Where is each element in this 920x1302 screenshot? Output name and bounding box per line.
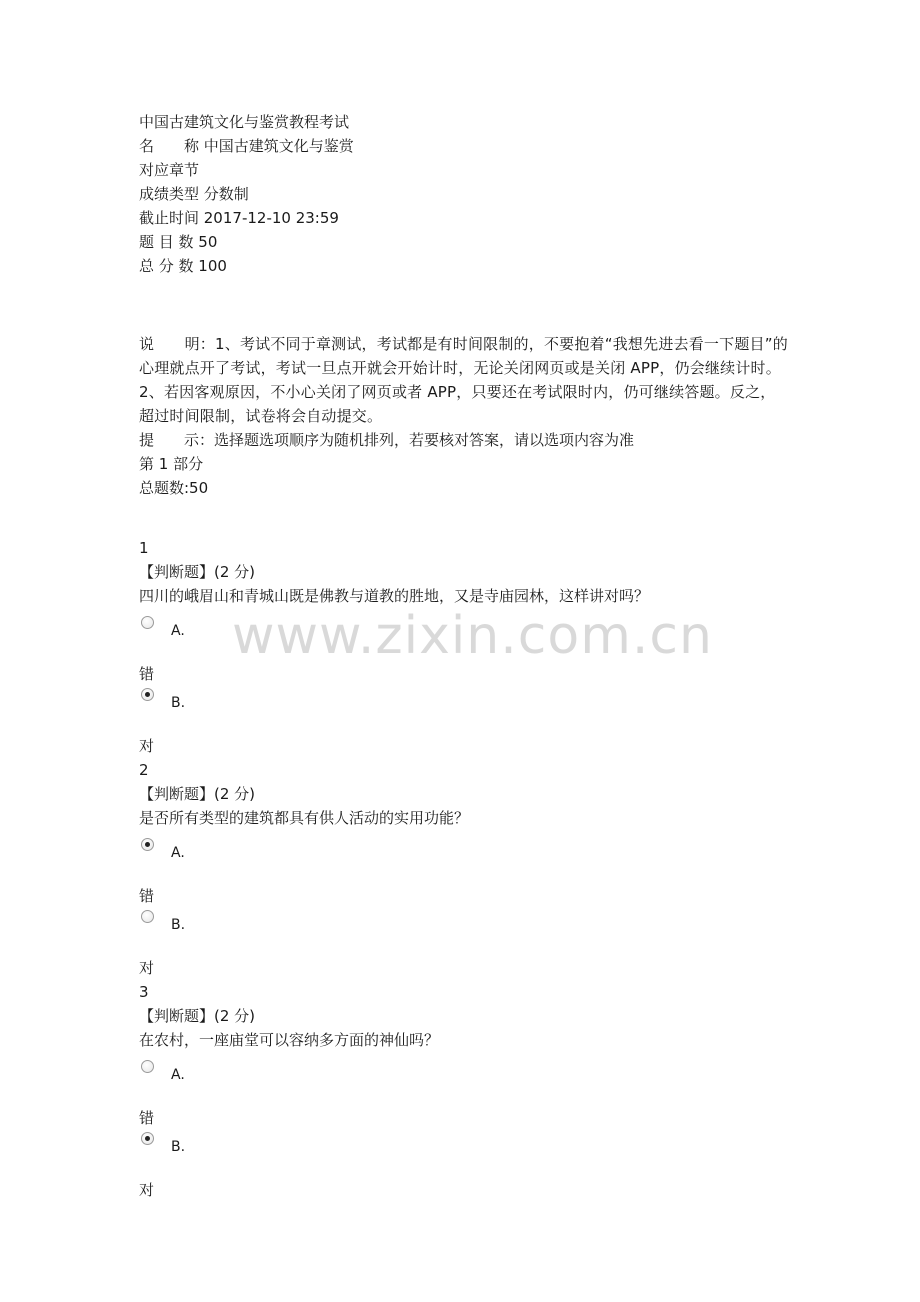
option-b[interactable]	[139, 686, 789, 734]
option-b[interactable]	[139, 1130, 789, 1178]
exam-title: 中国古建筑文化与鉴赏教程考试	[139, 113, 350, 131]
option-a[interactable]	[139, 836, 789, 884]
grade-type: 成绩类型 分数制	[139, 185, 249, 203]
option-text: 错	[139, 665, 155, 683]
option-text: 对	[139, 1181, 155, 1199]
watermark: www.zixin.com.cn	[232, 606, 713, 666]
radio-button[interactable]	[141, 1060, 154, 1073]
question-3	[139, 980, 789, 1202]
option-letter: A.	[171, 845, 185, 861]
chapter-label: 对应章节	[139, 161, 200, 179]
radio-button[interactable]	[141, 910, 154, 923]
question-type: 【判断题】(2 分)	[139, 785, 256, 803]
exam-instructions: 说 明：1、考试不同于章测试，考试都是有时间限制的，不要抱着“我想先进去看一下题目”的心理就点开了考试，考试一旦点开就会开始计时，无论关闭网页或是关闭 APP，仍会继续计时。 2、若因客观原因，不小心关闭了网页或者 APP，只要还在考试限时内，仍可继续答题。反之，超过时间限制，试卷将会自动提交。	[139, 335, 788, 425]
section-total: 总题数:50	[139, 479, 209, 497]
option-letter: A.	[171, 623, 185, 639]
option-text: 对	[139, 737, 155, 755]
question-count: 题 目 数 50	[139, 233, 218, 251]
radio-button[interactable]	[141, 838, 154, 851]
question-number: 3	[139, 983, 149, 1001]
question-text: 在农村，一座庙堂可以容纳多方面的神仙吗？	[139, 1031, 440, 1049]
total-score: 总 分 数 100	[139, 257, 227, 275]
question-type: 【判断题】(2 分)	[139, 1007, 256, 1025]
radio-button[interactable]	[141, 688, 154, 701]
course-name: 名 称 中国古建筑文化与鉴赏	[139, 137, 354, 155]
question-text: 四川的峨眉山和青城山既是佛教与道教的胜地，又是寺庙园林，这样讲对吗？	[139, 587, 650, 605]
option-text: 错	[139, 887, 155, 905]
exam-tip: 提 示：选择题选项顺序为随机排列，若要核对答案，请以选项内容为准	[139, 431, 635, 449]
question-text: 是否所有类型的建筑都具有供人活动的实用功能？	[139, 809, 470, 827]
question-type: 【判断题】(2 分)	[139, 563, 256, 581]
option-b[interactable]	[139, 908, 789, 956]
section-title: 第 1 部分	[139, 455, 204, 473]
option-letter: B.	[171, 917, 186, 933]
option-letter: B.	[171, 695, 186, 711]
option-text: 对	[139, 959, 155, 977]
question-number: 2	[139, 761, 149, 779]
deadline: 截止时间 2017-12-10 23:59	[139, 209, 339, 227]
option-letter: B.	[171, 1139, 186, 1155]
option-text: 错	[139, 1109, 155, 1127]
option-a[interactable]	[139, 1058, 789, 1106]
radio-button[interactable]	[141, 616, 154, 629]
radio-button[interactable]	[141, 1132, 154, 1145]
question-number: 1	[139, 539, 149, 557]
option-letter: A.	[171, 1067, 185, 1083]
question-2	[139, 758, 789, 980]
